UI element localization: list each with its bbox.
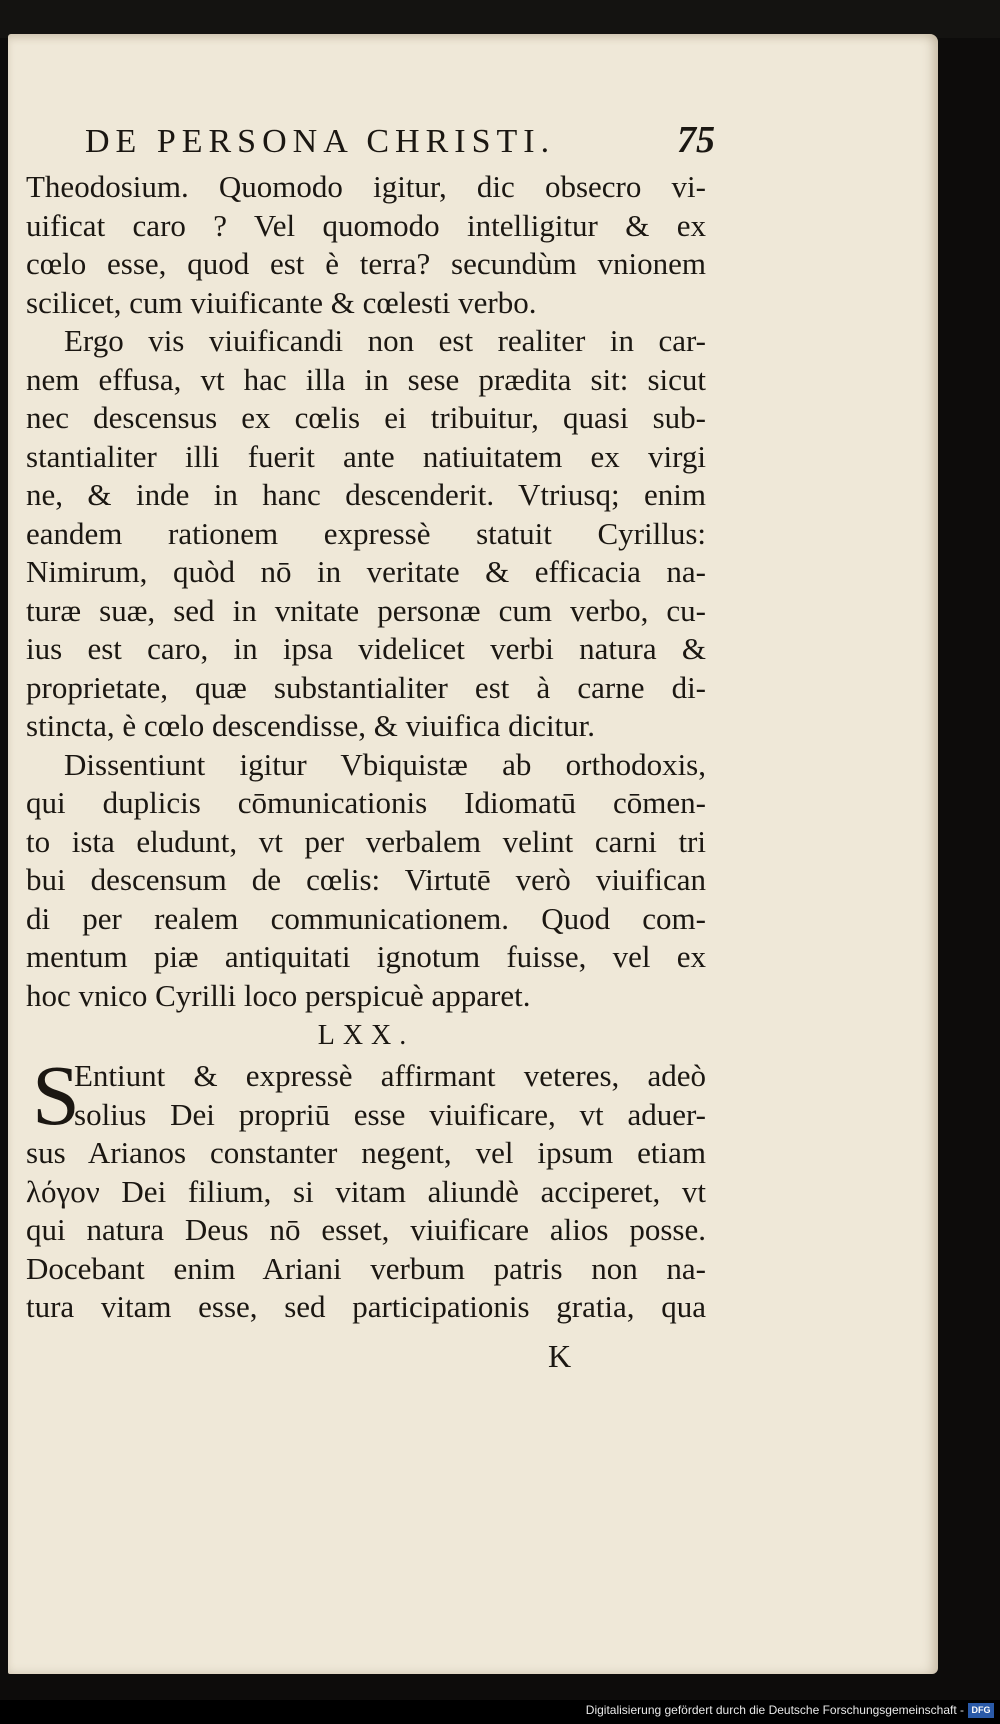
- text-line: tura vitam esse, sed participationis gratia, qua: [26, 1289, 706, 1324]
- text-line: eandem rationem expressè statuit Cyrillus:: [26, 515, 706, 551]
- text-line: di per realem communicationem. Quod com-: [26, 900, 706, 936]
- text-line: Ergo vis viuificandi non est realiter in car-: [64, 323, 706, 358]
- text-line: Theodosium. Quomodo igitur, dic obsecro vi-: [26, 169, 706, 204]
- text-line: hoc vnico Cyrilli loco perspicuè apparet.: [26, 977, 531, 1013]
- body-text: [26, 168, 706, 1327]
- text-line: mentum piæ antiquitati ignotum fuisse, vel ex: [26, 939, 706, 974]
- text-line: nec descensus ex cœlis ei tribuitur, quasi sub-: [26, 400, 706, 435]
- text-line: Entiunt & expressè affirmant veteres, adeò: [74, 1058, 706, 1093]
- text-line: ius est caro, in ipsa videlicet verbi natura &: [26, 631, 706, 666]
- paragraph: [26, 322, 706, 746]
- text-line: Dissentiunt igitur Vbiquistæ ab orthodoxis,: [64, 746, 706, 782]
- text-line: qui natura Deus nō esset, viuificare alios posse.: [26, 1212, 706, 1247]
- scan-top-edge: [0, 0, 1000, 38]
- text-line: uificat caro ? Vel quomodo intelligitur & ex: [26, 207, 706, 243]
- text-line: nem effusa, vt hac illa in sese prædita sit: sicut: [26, 361, 706, 397]
- text-line: stantialiter illi fuerit ante natiuitatem ex virgi: [26, 438, 706, 474]
- text-line: bui descensum de cœlis: Virtutē verò viuifican: [26, 862, 706, 897]
- paragraph: [26, 168, 706, 322]
- text-line: scilicet, cum viuificante & cœlesti verbo.: [26, 284, 537, 320]
- paragraph: [26, 746, 706, 1016]
- text-line: to ista eludunt, vt per verbalem velint carni tri: [26, 823, 706, 859]
- text-line: stincta, è cœlo descendisse, & viuifica dicitur.: [26, 708, 596, 743]
- text-line: proprietate, quæ substantialiter est à carne di-: [26, 669, 706, 705]
- drop-cap: S: [32, 1047, 80, 1143]
- text-line: sus Arianos constanter negent, vel ipsum etiam: [26, 1135, 706, 1170]
- text-line: Docebant enim Ariani verbum patris non na-: [26, 1250, 706, 1286]
- dfg-logo: DFG: [968, 1703, 994, 1718]
- text-line: turæ suæ, sed in vnitate personæ cum verbo, cu-: [26, 592, 706, 628]
- text-line: Nimirum, quòd nō in veritate & efficacia na-: [26, 554, 706, 589]
- paragraph: [26, 1047, 706, 1327]
- running-head: DE PERSONA CHRISTI.: [85, 123, 556, 160]
- text-line: λόγον Dei filium, si vitam aliundè acciperet, vt: [26, 1173, 706, 1209]
- section-number: LXX.: [317, 1020, 415, 1051]
- page-header: [85, 118, 715, 162]
- text-line: cœlo esse, quod est è terra? secundùm vnionem: [26, 246, 706, 281]
- text-line: solius Dei propriū esse viuificare, vt aduer-: [74, 1096, 706, 1132]
- text-line: ne, & inde in hanc descenderit. Vtriusq; enim: [26, 477, 706, 512]
- funding-credit: Digitalisierung gefördert durch die Deutsche Forschungsgemeinschaft -: [585, 1703, 964, 1717]
- page-number: 75: [677, 119, 715, 161]
- text-line: qui duplicis cōmunicationis Idiomatū cōmen-: [26, 785, 706, 820]
- catchword: K: [548, 1338, 572, 1374]
